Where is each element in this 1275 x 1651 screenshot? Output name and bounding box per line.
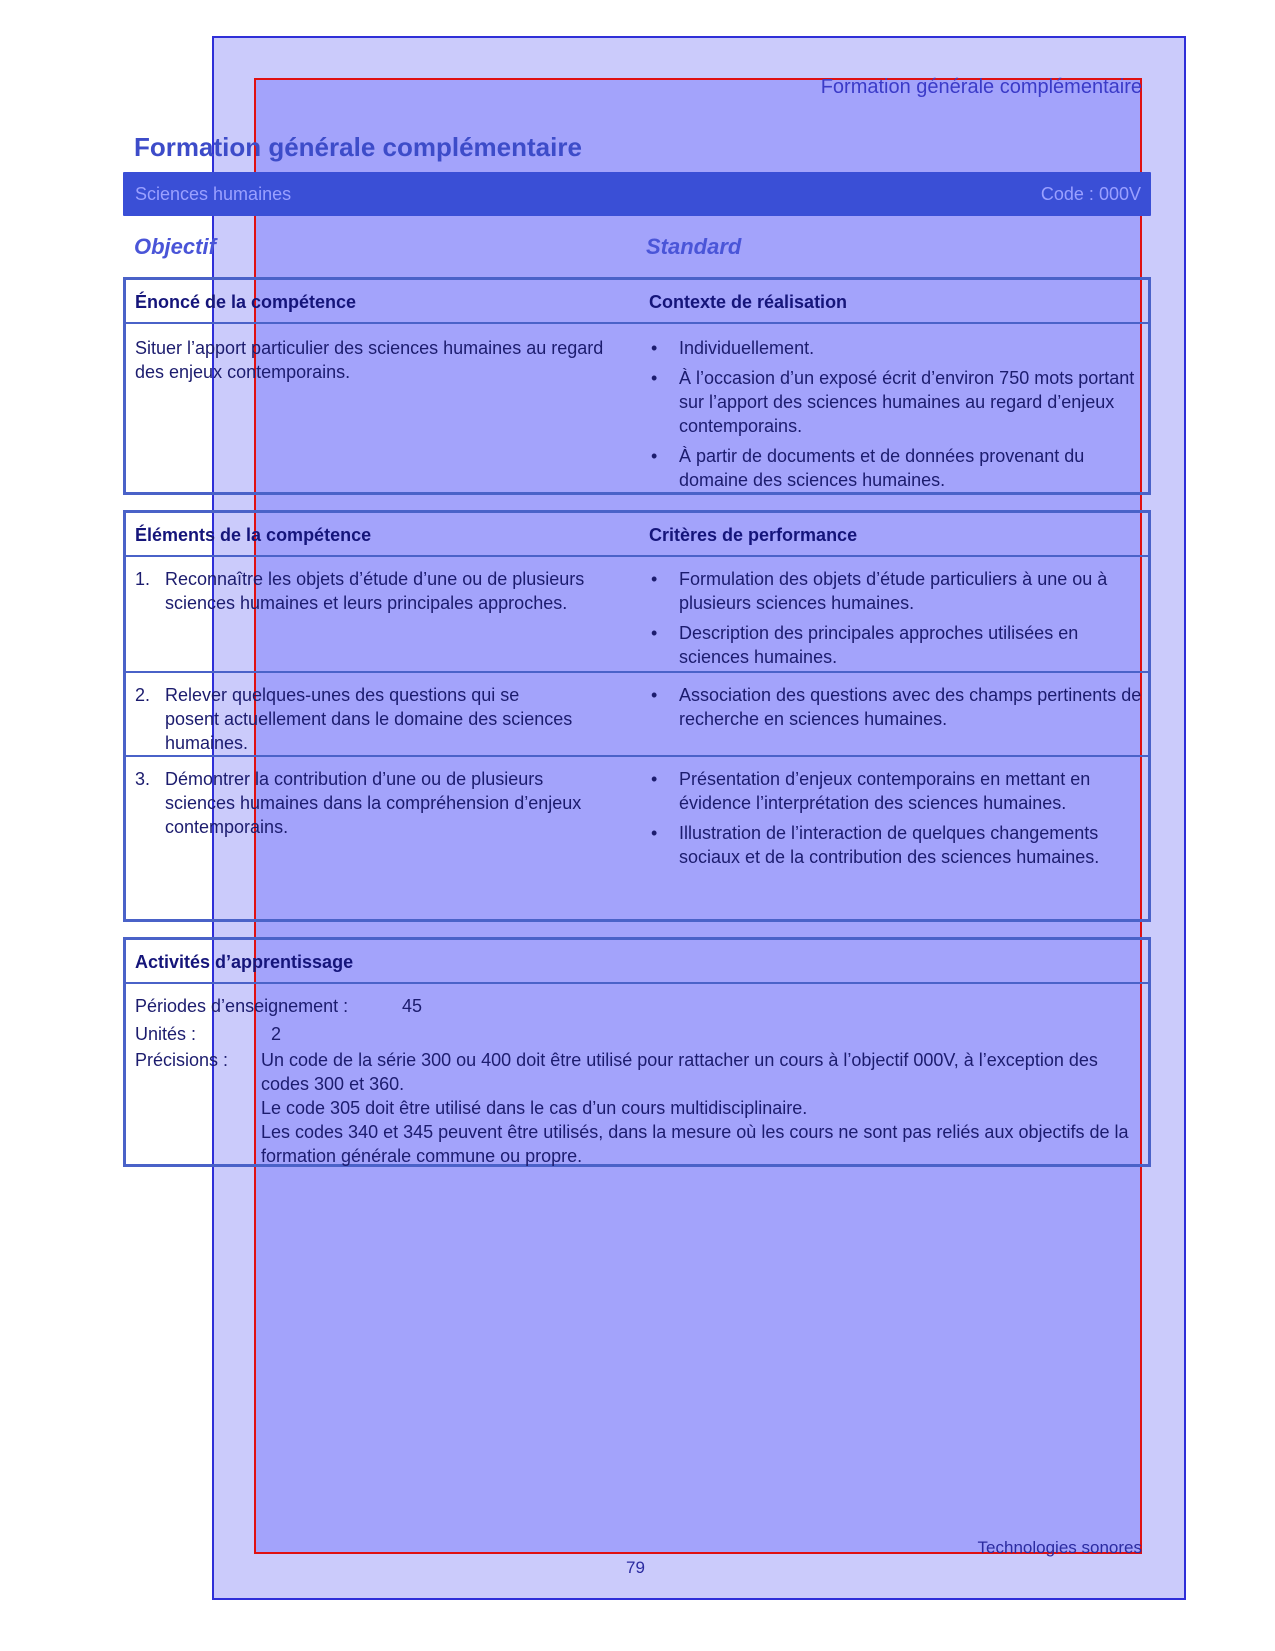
list-item: • Présentation d’enjeux contemporains en mettant en évidence l’interprétation des sciences humaines.: [649, 767, 1144, 815]
table-row: [126, 757, 1148, 917]
list-item: • Formulation des objets d’étude particuliers à une ou à plusieurs sciences humaines.: [649, 567, 1144, 615]
list-item: • Individuellement.: [649, 336, 1144, 360]
element-number: 3.: [135, 769, 151, 789]
running-head: Formation générale complémentaire: [820, 76, 1142, 98]
unites-label: Unités :: [135, 1024, 197, 1044]
enonce-header: Énoncé de la compétence: [135, 292, 357, 312]
precisions-label: Précisions :: [135, 1050, 229, 1070]
activities-box-header: [126, 940, 1148, 984]
criteria-list: [649, 683, 1144, 737]
elements-box: [123, 510, 1151, 922]
precision-line: Un code de la série 300 ou 400 doit être utilisé pour rattacher un cours à l’objectif 000V, à l’exception des codes 300 et 360.: [261, 1050, 1098, 1094]
competence-box: [123, 277, 1151, 495]
objectif-heading: Objectif: [134, 234, 216, 259]
element-item: [135, 567, 605, 615]
code-label-text: Code :: [1040, 184, 1094, 204]
criteria-list: [649, 767, 1144, 875]
activities-box: [123, 937, 1151, 1167]
list-item: • À partir de documents et de données provenant du domaine des sciences humaines.: [649, 444, 1144, 492]
periodes-label: Périodes d’enseignement :: [135, 996, 349, 1016]
footer-program: Technologies sonores: [977, 1538, 1142, 1557]
list-item: • Association des questions avec des champs pertinents de recherche en sciences humaines.: [649, 683, 1144, 731]
standard-heading: Standard: [646, 234, 742, 259]
element-text: Reconnaître les objets d’étude d’une ou de plusieurs sciences humaines et leurs principales approches.: [165, 569, 585, 613]
criteria-list: [649, 567, 1144, 675]
discipline-label: Sciences humaines: [135, 184, 292, 204]
table-row: [126, 673, 1148, 757]
precision-line: Les codes 340 et 345 peuvent être utilisés, dans la mesure où les cours ne sont pas reliés aux objectifs de la formation générale commune ou propre.: [261, 1122, 1129, 1166]
list-item: • Description des principales approches utilisées en sciences humaines.: [649, 621, 1144, 669]
element-text: Démontrer la contribution d’une ou de plusieurs sciences humaines dans la compréhension d’enjeux contemporains.: [165, 769, 582, 837]
code-value: 000V: [1098, 184, 1141, 204]
elements-box-header: [126, 513, 1148, 557]
list-item: • À l’occasion d’un exposé écrit d’environ 750 mots portant sur l’apport des sciences humaines au regard d’enjeux contemporains.: [649, 366, 1144, 438]
element-number: 1.: [135, 569, 151, 589]
periodes-value: 45: [402, 996, 423, 1016]
code-label: [1041, 184, 1141, 205]
competence-box-header: [126, 280, 1148, 324]
list-item: • Illustration de l’interaction de quelques changements sociaux et de la contribution des sciences humaines.: [649, 821, 1144, 869]
page-title: Formation générale complémentaire: [134, 132, 582, 162]
criteres-header: Critères de performance: [649, 525, 858, 545]
enonce-text: Situer l’apport particulier des sciences humaines au regard des enjeux contemporains.: [135, 338, 604, 382]
discipline-band: [123, 172, 1151, 216]
element-item: [135, 767, 605, 839]
precisions-text: [261, 1048, 1141, 1168]
element-text: Relever quelques-unes des questions qui se posent actuellement dans le domaine des sciences humaines.: [165, 685, 573, 753]
elements-header: Éléments de la compétence: [135, 525, 372, 545]
contexte-header: Contexte de réalisation: [649, 292, 848, 312]
table-row: [126, 557, 1148, 673]
contexte-list: [649, 336, 1144, 498]
precision-line: Le code 305 doit être utilisé dans le cas d’un cours multidisciplinaire.: [261, 1098, 808, 1118]
activities-header: Activités d’apprentissage: [135, 952, 354, 972]
element-number: 2.: [135, 685, 151, 705]
page-number: 79: [626, 1558, 645, 1577]
element-item: [135, 683, 575, 755]
unites-value: 2: [271, 1024, 282, 1044]
